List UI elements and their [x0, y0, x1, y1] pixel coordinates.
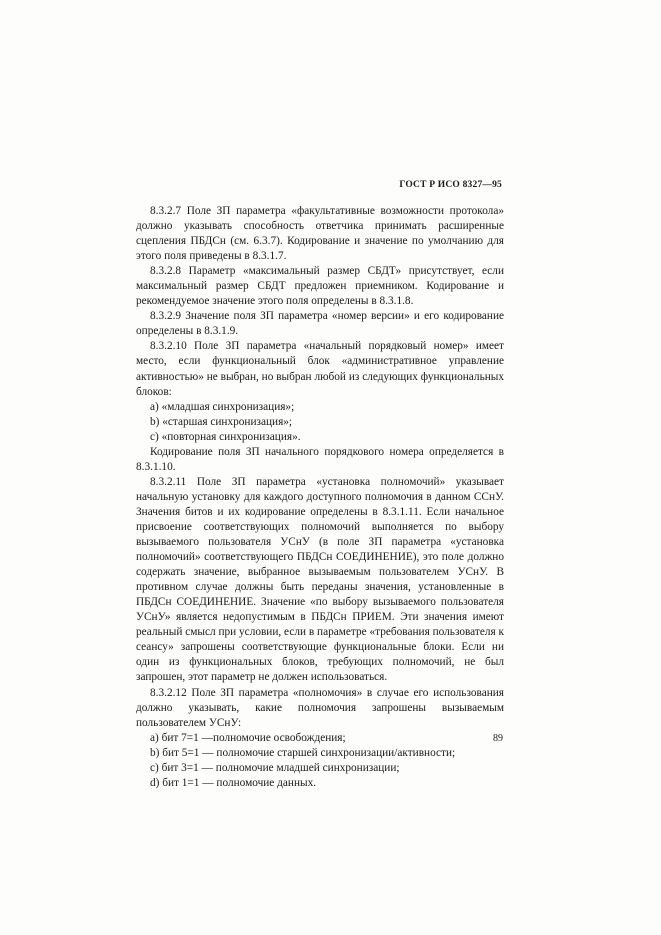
running-header: ГОСТ Р ИСО 8327—95 [399, 180, 502, 190]
list-item-bit-1: d) бит 1=1 — полномочие данных. [150, 776, 317, 789]
paragraph-8-3-2-11: 8.3.2.11 Поле ЗП параметра «установка полномочий» указывает начальную установку для каждого доступного полномочия в данном ССнУ. Значения битов и их кодирование определены в 8.3.1.11. Если начальное присвоение соответствующих полномочий выполняется по выбору вызываемого пользователя УСнУ (в поле ЗП параметра «установка полномочий» соответствующего ПБДСн СОЕДИНЕНИЕ), это поле должно содержать значение, выбранное вызываемым пользователем УСнУ. В противном случае должны быть переданы значения, установленные в ПБДСн СОЕДИНЕНИЕ. Значение «по выбору вызываемого пользователя УСнУ» является недопустимым в ПБДСн ПРИЕМ. Эти значения имеют реальный смысл при условии, если в параметре «требования пользователя к сеансу» запрошены соответствующие функциональные блоки. Если ни один из функциональных блоков, требующих полномочий, не был запрошен, этот параметр не должен использоваться. [136, 475, 504, 684]
paragraph-8-3-2-9: 8.3.2.9 Значение поля ЗП параметра «номер версии» и его кодирование определены в 8.3.1.9. [136, 310, 504, 338]
list-item-bit-5: b) бит 5=1 — полномочие старшей синхронизации/активности; [150, 746, 456, 759]
paragraph-8-3-2-8: 8.3.2.8 Параметр «максимальный размер СБДТ» присутствует, если максимальный размер СБДТ предложен приемником. Кодирование и рекомендуемое значение этого поля определены в 8.3.1.8. [136, 265, 504, 308]
list-item-c: c) «повторная синхронизация». [150, 430, 301, 443]
list-item-bit-3: c) бит 3=1 — полномочие младшей синхронизации; [150, 761, 400, 774]
paragraph-8-3-2-12: 8.3.2.12 Поле ЗП параметра «полномочия» в случае его использования должно указывать, какие полномочия запрошены вызываемым пользователем УСнУ: [136, 686, 504, 729]
list-item-bit-7: a) бит 7=1 —полномочие освобождения; [150, 731, 346, 744]
list-item-b: b) «старшая синхронизация»; [150, 415, 293, 428]
page-number: 89 [493, 733, 503, 744]
paragraph-8-3-2-7: 8.3.2.7 Поле ЗП параметра «факультативные возможности протокола» должно указывать способность ответчика принимать расширенные сцепления ПБДСн (см. 6.3.7). Кодирование и значение по умолчанию для этого поля приведены в 8.3.1.7. [136, 205, 504, 263]
paragraph-8-3-2-10: 8.3.2.10 Поле ЗП параметра «начальный порядковый номер» имеет место, если функциональный блок «административное управление активностью» не выбран, но выбран любой из следующих функциональных блоков: [136, 340, 504, 398]
body-text [136, 204, 504, 791]
paragraph-coding-note: Кодирование поля ЗП начального порядкового номера определяется в 8.3.1.10. [136, 445, 504, 473]
list-item-a: a) «младшая синхронизация»; [150, 400, 295, 413]
